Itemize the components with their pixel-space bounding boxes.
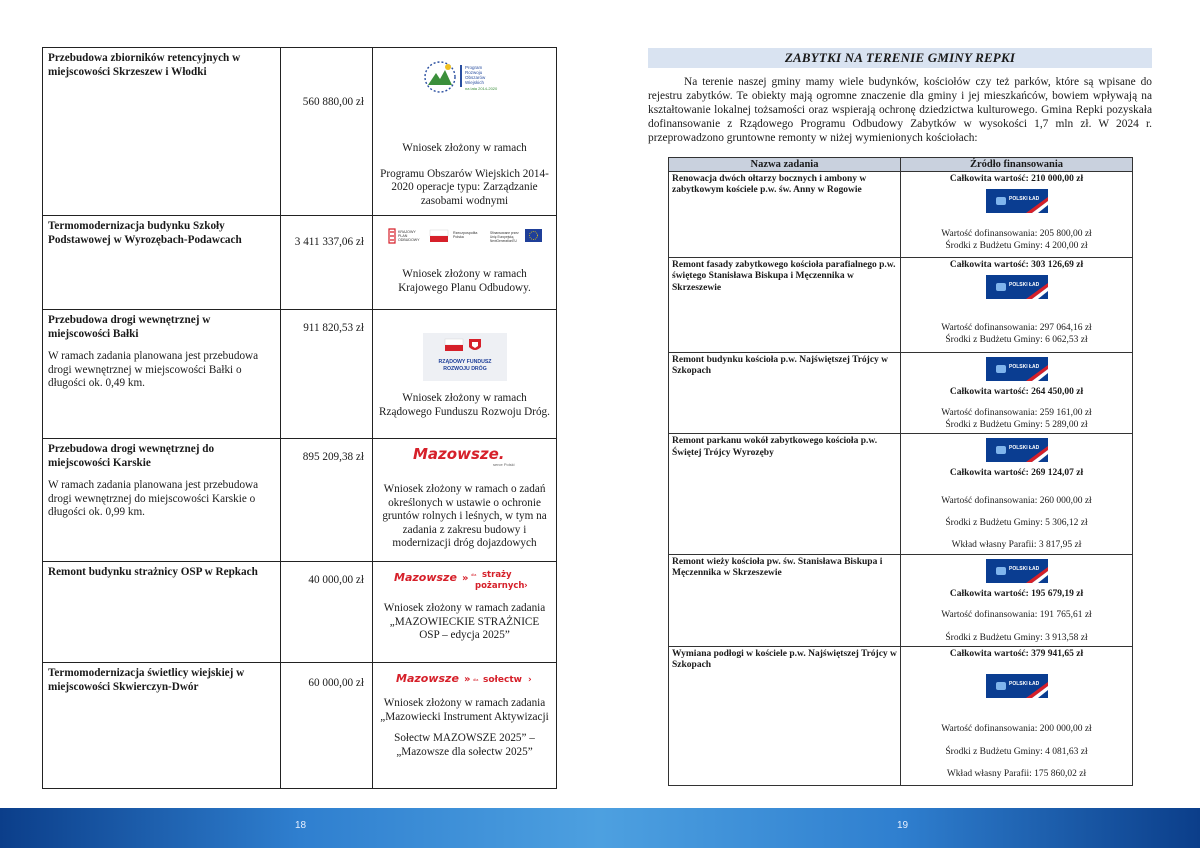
amount-cell bbox=[281, 663, 373, 789]
task-title: Termomodernizacja świetlicy wiejskiej w miejscowości Skwierczyn-Dwór bbox=[48, 667, 245, 693]
amount-cell bbox=[281, 439, 373, 562]
table-row bbox=[669, 258, 1133, 353]
amount-value: 560 880,00 zł bbox=[302, 96, 364, 108]
total-value: Całkowita wartość: 195 679,19 zł bbox=[949, 588, 1084, 599]
funding-line: Wartość dofinansowania: 259 161,00 zł bbox=[941, 408, 1092, 419]
polski-lad-logo-text: POLSKI ŁAD bbox=[1008, 282, 1039, 289]
polski-lad-logo-text: POLSKI ŁAD bbox=[1008, 364, 1039, 370]
source-cell bbox=[373, 310, 557, 439]
funding-line: Środki z Budżetu Gminy: 6 062,53 zł bbox=[945, 334, 1088, 345]
source-text: Wniosek złożony w ramach zadania „MAZOWIECKIE STRAŻNICE OSP – edycja 2025” bbox=[383, 602, 546, 641]
footer-band bbox=[0, 808, 1200, 848]
source-text: Wniosek złożony w ramach zadania „Mazowiecki Instrument Aktywizacji bbox=[380, 697, 549, 723]
intro-text: Na terenie naszej gminy mamy wiele budynków, kościołów czy też parków, które są wpisane do rejestru zabytków. Te obiekty mają ogromne znaczenie dla gminy i jej mieszkańców, bowiem wpływają na kształtowanie lokalnej tożsamości oraz wspierają ochronę dziedzictwa kulturowego. Gmina Repki pozyskała dofinansowanie z Rządowego Programu Odbudowy Zabytków w wysokości 1,7 mln zł. W 2024 r. przeprowadzono gruntowne remonty w niżej wymienionych kościołach: bbox=[648, 76, 1152, 145]
source-cell bbox=[901, 647, 1133, 786]
svg-text:serce Polski: serce Polski bbox=[492, 462, 515, 467]
svg-text:›: › bbox=[527, 675, 532, 685]
source-cell bbox=[373, 439, 557, 562]
mazowsze-straze-logo bbox=[379, 566, 550, 592]
funding-line: Wartość dofinansowania: 205 800,00 zł bbox=[941, 229, 1092, 240]
total-value: Całkowita wartość: 269 124,07 zł bbox=[949, 468, 1084, 479]
kpo-eu-logos bbox=[379, 224, 550, 248]
column-header-source: Źródło finansowania bbox=[901, 158, 1133, 172]
source-cell bbox=[901, 258, 1133, 353]
funding-line: Środki z Budżetu Gminy: 5 306,12 zł bbox=[945, 518, 1088, 529]
prow-logo bbox=[379, 52, 550, 104]
funding-line: Wartość dofinansowania: 297 064,16 zł bbox=[941, 323, 1092, 334]
amount-cell bbox=[281, 310, 373, 439]
svg-text:na lata 2014-2020: na lata 2014-2020 bbox=[464, 86, 497, 91]
table-row bbox=[43, 562, 557, 663]
source-cell bbox=[901, 434, 1133, 555]
task-cell bbox=[43, 439, 281, 562]
amount-cell bbox=[281, 216, 373, 310]
polski-lad-logo-text: POLSKI ŁAD bbox=[1008, 681, 1039, 688]
svg-text:ROZWOJU DRÓG: ROZWOJU DRÓG bbox=[442, 366, 487, 372]
funding-line: Środki z Budżetu Gminy: 3 913,58 zł bbox=[945, 632, 1088, 643]
table-row bbox=[43, 216, 557, 310]
funding-line: Środki z Budżetu Gminy: 4 200,00 zł bbox=[945, 240, 1088, 251]
source-cell bbox=[373, 663, 557, 789]
source-text: Wniosek złożony w ramach Rządowego Funduszu Rozwoju Dróg. bbox=[379, 392, 550, 418]
polski-lad-logo-text: POLSKI ŁAD bbox=[1008, 445, 1039, 452]
svg-text:sołectw: sołectw bbox=[482, 675, 522, 685]
task-description: W ramach zadania planowana jest przebudowa drogi wewnętrznej w miejscowości Bałki o długości ok. 0,49 km. bbox=[48, 350, 259, 389]
column-header-task: Nazwa zadania bbox=[669, 158, 901, 172]
polski-lad-logo bbox=[986, 275, 1048, 299]
svg-text:NextGenerationEU: NextGenerationEU bbox=[489, 239, 517, 243]
source-text: Sołectw MAZOWSZE 2025” – „Mazowsze dla sołectw 2025” bbox=[394, 732, 535, 758]
svg-text:KRAJOWY: KRAJOWY bbox=[397, 230, 416, 234]
task-cell: Remont parkanu wokół zabytkowego kościoła p.w. Świętej Trójcy Wyrozęby bbox=[669, 434, 901, 555]
svg-text:pożarnych: pożarnych bbox=[474, 581, 524, 591]
mazowsze-solectw-logo bbox=[379, 667, 550, 689]
source-cell bbox=[901, 172, 1133, 258]
amount-cell bbox=[281, 48, 373, 216]
svg-text:›: › bbox=[523, 581, 528, 591]
table-row bbox=[43, 310, 557, 439]
table-row bbox=[43, 439, 557, 562]
svg-text:»: » bbox=[463, 674, 470, 685]
source-text: Programu Obszarów Wiejskich 2014-2020 operacje typu: Zarządzanie zasobami wodnymi bbox=[380, 167, 549, 207]
svg-text:Mazowsze: Mazowsze bbox=[395, 672, 459, 685]
table-row bbox=[669, 353, 1133, 434]
funding-line: Wartość dofinansowania: 191 765,61 zł bbox=[941, 610, 1092, 621]
task-title: Termomodernizacja budynku Szkoły Podstawowej w Wyrozębach-Podawcach bbox=[48, 220, 242, 246]
source-text: Wniosek złożony w ramach Krajowego Planu Odbudowy. bbox=[398, 268, 531, 294]
source-text: Wniosek złożony w ramach o zadań określonych w ustawie o ochronie gruntów rolnych i leśnych, w tym na zadania z zakresu budowy i modernizacji dróg dojazdowych bbox=[382, 483, 547, 549]
task-cell: Wymiana podłogi w kościele p.w. Najświętszej Trójcy w Szkopach bbox=[669, 647, 901, 786]
polski-lad-logo bbox=[986, 357, 1048, 381]
svg-text:Rozwoju: Rozwoju bbox=[464, 70, 482, 75]
task-title: Remont budynku strażnicy OSP w Repkach bbox=[48, 566, 258, 578]
task-cell: Remont budynku kościoła p.w. Najświętszej Trójcy w Szkopach bbox=[669, 353, 901, 434]
total-value: Całkowita wartość: 303 126,69 zł bbox=[949, 260, 1084, 270]
task-title: Przebudowa drogi wewnętrznej do miejscowości Karskie bbox=[48, 443, 215, 469]
svg-text:Polska: Polska bbox=[452, 235, 464, 239]
amount-value: 60 000,00 zł bbox=[308, 677, 364, 689]
task-cell: Renowacja dwóch ołtarzy bocznych i ambony w zabytkowym kościele p.w. św. Anny w Rogowie bbox=[669, 172, 901, 258]
funding-line: Środki z Budżetu Gminy: 4 081,63 zł bbox=[945, 746, 1088, 757]
svg-text:Wiejskich: Wiejskich bbox=[464, 80, 484, 85]
svg-text:Rzeczpospolita: Rzeczpospolita bbox=[452, 231, 477, 235]
table-row bbox=[43, 48, 557, 216]
table-row bbox=[43, 663, 557, 789]
svg-text:ODBUDOWY: ODBUDOWY bbox=[397, 238, 420, 242]
table-row bbox=[669, 172, 1133, 258]
source-cell bbox=[373, 562, 557, 663]
monuments-funding-table bbox=[668, 157, 1133, 786]
svg-text:dla: dla bbox=[470, 572, 476, 577]
polski-lad-logo bbox=[986, 559, 1048, 583]
intro-paragraph bbox=[648, 75, 1152, 145]
svg-text:Unię Europejską: Unię Europejską bbox=[489, 235, 513, 239]
task-cell bbox=[43, 216, 281, 310]
task-title: Przebudowa zbiorników retencyjnych w miejscowości Skrzeszew i Włodki bbox=[48, 52, 241, 78]
table-row bbox=[669, 647, 1133, 786]
polski-lad-logo bbox=[986, 189, 1048, 213]
amount-value: 911 820,53 zł bbox=[303, 322, 364, 334]
svg-text:straży: straży bbox=[481, 570, 512, 580]
funding-line: Wartość dofinansowania: 260 000,00 zł bbox=[941, 495, 1092, 506]
svg-text:Obszarów: Obszarów bbox=[464, 75, 485, 80]
svg-text:Mazowsze: Mazowsze bbox=[393, 571, 457, 584]
rfrd-logo bbox=[379, 332, 550, 382]
section-heading: ZABYTKI NA TERENIE GMINY REPKI bbox=[648, 48, 1152, 68]
mazowsze-logo bbox=[379, 443, 550, 469]
page-number-right: 19 bbox=[897, 820, 909, 831]
amount-cell bbox=[281, 562, 373, 663]
funding-line: Wkład własny Parafii: 175 860,02 zł bbox=[946, 769, 1087, 780]
total-value: Całkowita wartość: 379 941,65 zł bbox=[949, 649, 1084, 660]
funding-line: Środki z Budżetu Gminy: 5 289,00 zł bbox=[945, 419, 1088, 430]
svg-text:dla: dla bbox=[472, 677, 478, 682]
svg-text:Mazowsze.: Mazowsze. bbox=[412, 445, 504, 463]
polski-lad-logo bbox=[986, 674, 1048, 698]
source-cell bbox=[373, 216, 557, 310]
svg-text:Sfinansowane przez: Sfinansowane przez bbox=[489, 231, 519, 235]
task-cell bbox=[43, 562, 281, 663]
polski-lad-logo bbox=[986, 438, 1048, 462]
task-cell bbox=[43, 48, 281, 216]
table-row bbox=[669, 554, 1133, 646]
polski-lad-logo-text: POLSKI ŁAD bbox=[1008, 196, 1039, 203]
total-value: Całkowita wartość: 210 000,00 zł bbox=[949, 174, 1084, 184]
table-header-row bbox=[669, 158, 1133, 172]
funding-line: Wartość dofinansowania: 200 000,00 zł bbox=[941, 724, 1092, 735]
source-text: Wniosek złożony w ramach bbox=[402, 142, 527, 154]
amount-value: 3 411 337,06 zł bbox=[294, 236, 364, 248]
source-cell bbox=[901, 353, 1133, 434]
task-cell: Remont fasady zabytkowego kościoła parafialnego p.w. świętego Stanisława Biskupa i Męczennika w Skrzeszewie bbox=[669, 258, 901, 353]
total-value: Całkowita wartość: 264 450,00 zł bbox=[949, 387, 1084, 397]
table-row bbox=[669, 434, 1133, 555]
task-title: Przebudowa drogi wewnętrznej w miejscowości Bałki bbox=[48, 314, 211, 340]
task-cell bbox=[43, 663, 281, 789]
amount-value: 40 000,00 zł bbox=[308, 574, 364, 586]
amount-value: 895 209,38 zł bbox=[302, 451, 364, 463]
svg-text:»: » bbox=[461, 573, 468, 584]
funding-line: Wkład własny Parafii: 3 817,95 zł bbox=[951, 540, 1082, 551]
svg-text:RZĄDOWY FUNDUSZ: RZĄDOWY FUNDUSZ bbox=[438, 359, 491, 365]
task-cell bbox=[43, 310, 281, 439]
task-description: W ramach zadania planowana jest przebudowa drogi wewnętrznej do miejscowości Karskie o długości ok. 0,99 km. bbox=[48, 479, 259, 518]
source-cell bbox=[373, 48, 557, 216]
task-cell: Remont wieży kościoła pw. św. Stanisława Biskupa i Męczennika w Skrzeszewie bbox=[669, 554, 901, 646]
funding-applications-table bbox=[42, 47, 557, 789]
svg-text:PLAN: PLAN bbox=[397, 234, 407, 238]
page-number-left: 18 bbox=[295, 820, 307, 831]
polski-lad-logo-text: POLSKI ŁAD bbox=[1008, 565, 1039, 572]
svg-text:Program: Program bbox=[464, 65, 482, 70]
source-cell bbox=[901, 554, 1133, 646]
